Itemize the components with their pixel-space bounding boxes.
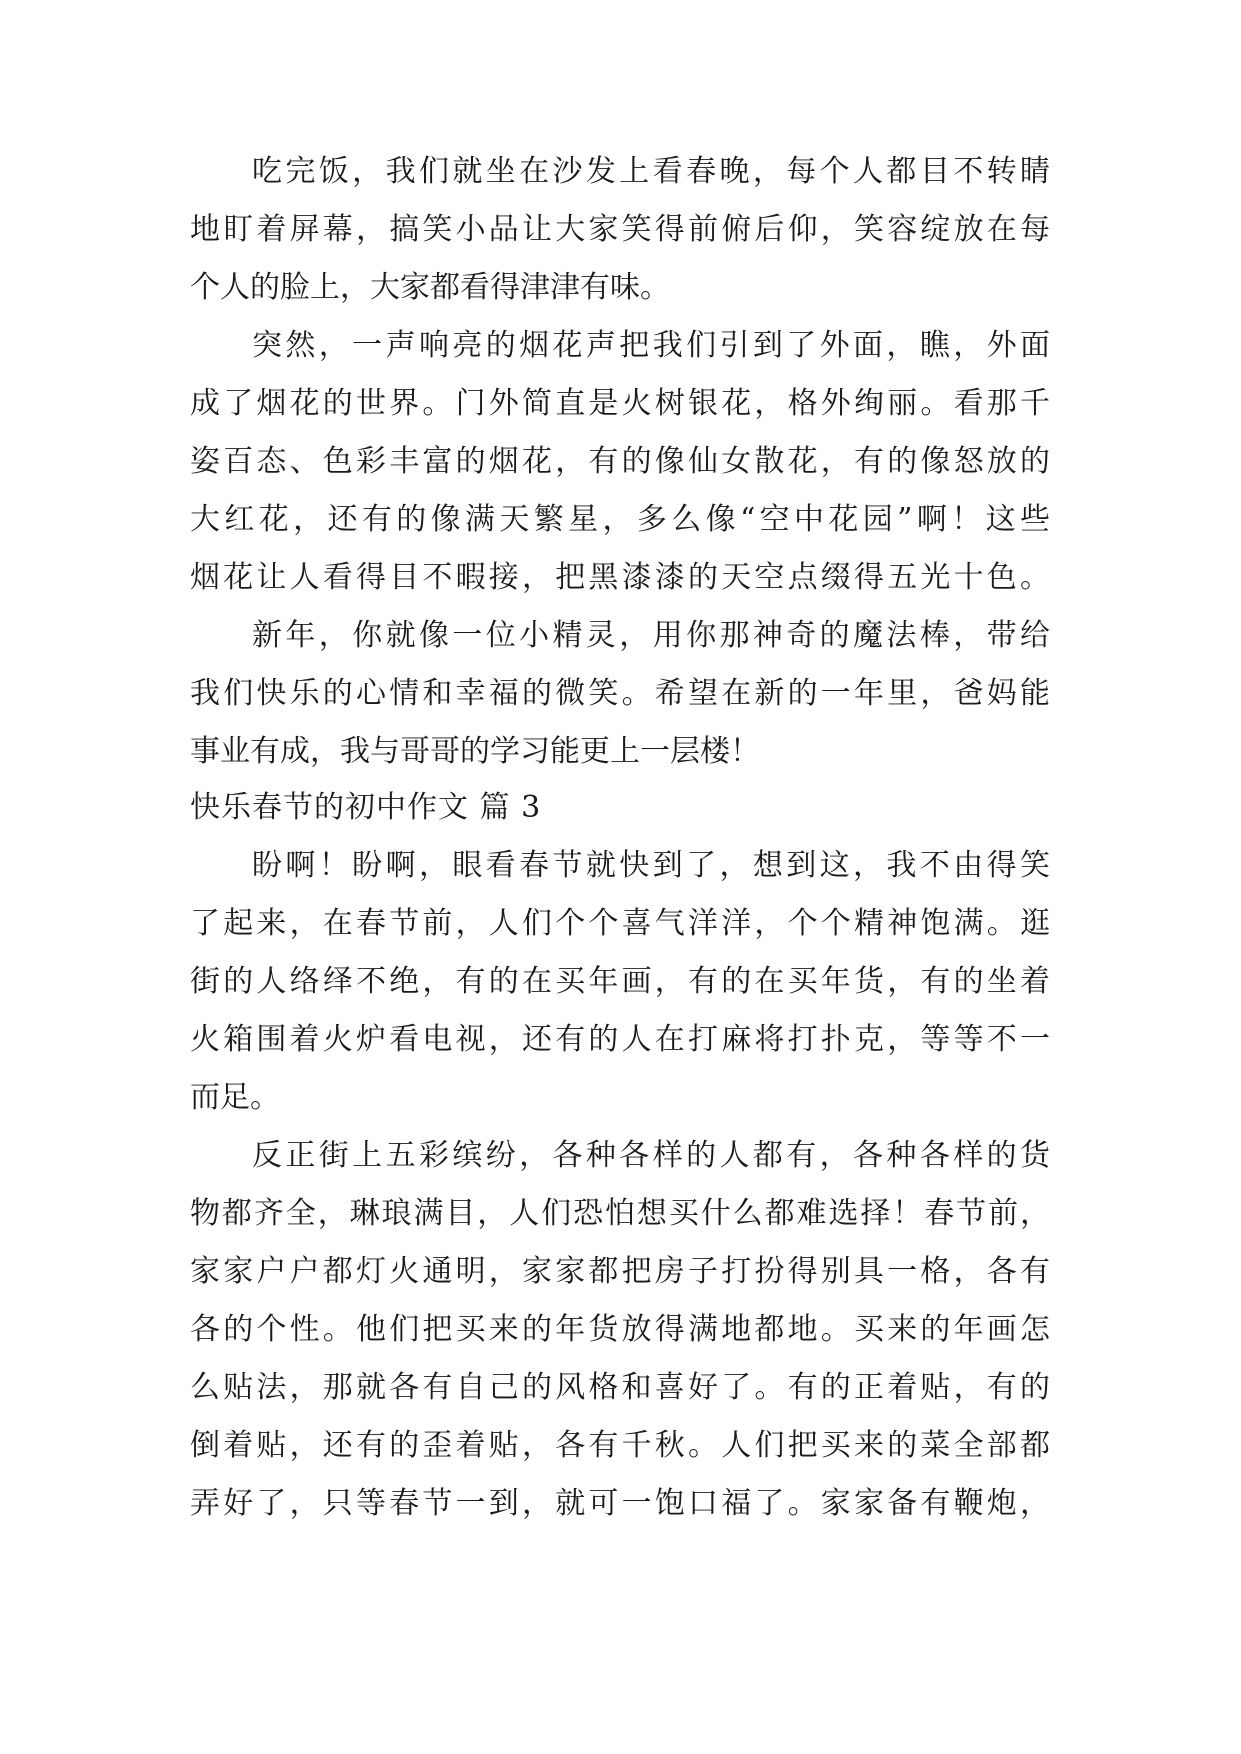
paragraph-4-line-2: 了起来，在春节前，人们个个喜气洋洋，个个精神饱满。逛 <box>190 906 1050 941</box>
paragraph-5-line-4: 各的个性。他们把买来的年货放得满地都地。买来的年画怎 <box>190 1312 1050 1347</box>
paragraph-5-line-3: 家家户户都灯火通明，家家都把房子打扮得别具一格，各有 <box>190 1254 1050 1289</box>
paragraph-3-line-3: 事业有成，我与哥哥的学习能更上一层楼！ <box>190 734 760 769</box>
paragraph-3-line-1: 新年，你就像一位小精灵，用你那神奇的魔法棒，带给 <box>252 618 1050 653</box>
paragraph-2-line-1: 突然，一声响亮的烟花声把我们引到了外面，瞧，外面 <box>252 328 1050 363</box>
paragraph-5-line-2: 物都齐全，琳琅满目，人们恐怕想买什么都难选择！春节前， <box>190 1196 1050 1231</box>
paragraph-5-line-7: 弄好了，只等春节一到，就可一饱口福了。家家备有鞭炮， <box>190 1486 1050 1521</box>
paragraph-4-line-3: 街的人络绎不绝，有的在买年画，有的在买年货，有的坐着 <box>190 964 1050 999</box>
paragraph-5-line-6: 倒着贴，还有的歪着贴，各有千秋。人们把买来的菜全部都 <box>190 1428 1050 1463</box>
paragraph-5-line-1: 反正街上五彩缤纷，各种各样的人都有，各种各样的货 <box>252 1138 1050 1173</box>
paragraph-5-line-5: 么贴法，那就各有自己的风格和喜好了。有的正着贴，有的 <box>190 1370 1050 1405</box>
paragraph-1-line-1: 吃完饭，我们就坐在沙发上看春晚，每个人都目不转睛 <box>252 154 1050 189</box>
paragraph-4-line-5: 而足。 <box>190 1080 280 1115</box>
paragraph-2-line-5: 烟花让人看得目不暇接，把黑漆漆的天空点缀得五光十色。 <box>190 560 1050 595</box>
paragraph-1-line-3: 个人的脸上，大家都看得津津有味。 <box>190 270 670 305</box>
paragraph-2-line-3: 姿百态、色彩丰富的烟花，有的像仙女散花，有的像怒放的 <box>190 444 1050 479</box>
paragraph-1-line-2: 地盯着屏幕，搞笑小品让大家笑得前俯后仰，笑容绽放在每 <box>190 212 1050 247</box>
paragraph-3-line-2: 我们快乐的心情和幸福的微笑。希望在新的一年里，爸妈能 <box>190 676 1050 711</box>
paragraph-4-line-1: 盼啊！盼啊，眼看春节就快到了，想到这，我不由得笑 <box>252 848 1050 883</box>
paragraph-2-line-4: 大红花，还有的像满天繁星，多么像“空中花园”啊！这些 <box>190 502 1050 537</box>
section-heading: 快乐春节的初中作文 篇 3 <box>190 790 542 825</box>
paragraph-2-line-2: 成了烟花的世界。门外简直是火树银花，格外绚丽。看那千 <box>190 386 1050 421</box>
paragraph-4-line-4: 火箱围着火炉看电视，还有的人在打麻将打扑克，等等不一 <box>190 1022 1050 1057</box>
